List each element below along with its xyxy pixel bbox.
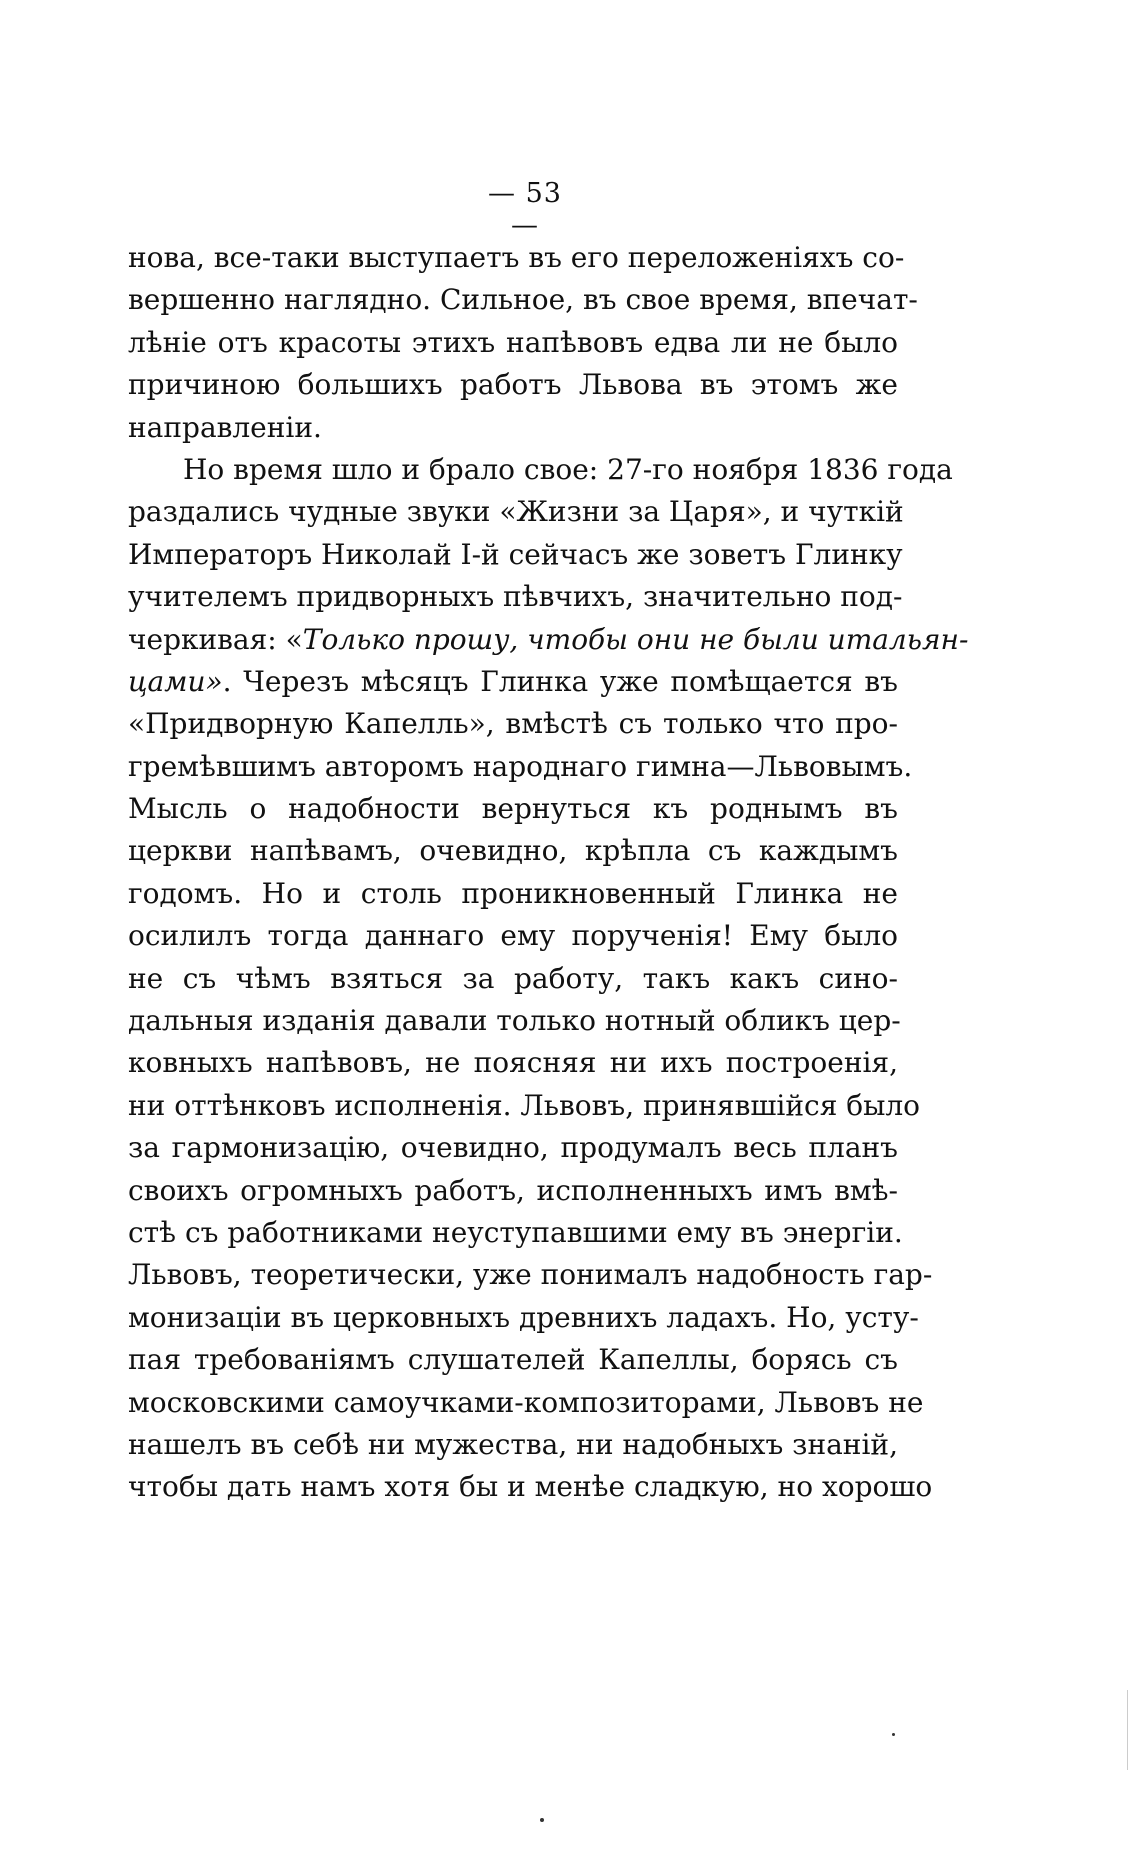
text-line: стѣ съ работниками неуступавшими ему въ энергіи. <box>128 1215 903 1249</box>
text-line: Львовъ, теоретически, уже понималъ надобность гар- <box>128 1258 933 1292</box>
text-line: Мысль о надобности вернуться къ роднымъ въ <box>128 792 898 826</box>
text-line: гремѣвшимъ авторомъ народнаго гимна—Львовымъ. <box>128 749 913 783</box>
text-line: своихъ огромныхъ работъ, исполненныхъ имъ вмѣ- <box>128 1173 898 1207</box>
text-line: Но время шло и брало свое: 27-го ноября 1836 года <box>183 452 953 486</box>
text-line: вершенно наглядно. Сильное, въ свое время, впечат- <box>128 283 918 317</box>
text-line: Императоръ Николай I-й сейчасъ же зоветъ Глинку <box>128 537 903 571</box>
text-line: нашелъ въ себѣ ни мужества, ни надобныхъ знаній, <box>128 1427 898 1461</box>
text-line: дальныя изданія давали только нотный обликъ цер- <box>128 1004 901 1038</box>
text-line-with-quote <box>128 619 969 661</box>
text-fragment: . Черезъ мѣсяцъ Глинка уже помѣщается въ <box>222 664 898 698</box>
text-line: лѣніе отъ красоты этихъ напѣвовъ едва ли не было <box>128 325 898 359</box>
body-text <box>128 237 969 1509</box>
text-line: ни оттѣнковъ исполненія. Львовъ, принявшійся было <box>128 1088 921 1122</box>
text-line: ковныхъ напѣвовъ, не поясняя ни ихъ построенія, <box>128 1046 898 1080</box>
text-line: нова, все-таки выступаетъ въ его переложеніяхъ со- <box>128 241 905 274</box>
text-line: пая требованіямъ слушателей Капеллы, борясь съ <box>128 1343 898 1377</box>
text-line: за гармонизацію, очевидно, продумалъ весь планъ <box>128 1131 898 1165</box>
scan-edge-mark <box>1127 1690 1128 1770</box>
text-line: годомъ. Но и столь проникновенный Глинка не <box>128 876 898 910</box>
text-line: монизаціи въ церковныхъ древнихъ ладахъ. Но, усту- <box>128 1300 919 1334</box>
text-line: причиною большихъ работъ Львова въ этомъ же <box>128 368 898 402</box>
ink-speck <box>540 1818 544 1822</box>
text-line: раздались чудные звуки «Жизни за Царя», и чуткій <box>128 495 904 529</box>
paragraph-2 <box>128 449 969 1509</box>
paragraph-1 <box>128 237 918 449</box>
text-line-with-quote <box>128 661 898 703</box>
text-line: осилилъ тогда даннаго ему порученія! Ему было <box>128 919 898 953</box>
text-line: «Придворную Капелль», вмѣстѣ съ только что про- <box>128 707 898 741</box>
italic-quote: цами» <box>128 664 223 698</box>
italic-quote: Только прошу, чтобы они не были итальян- <box>302 622 969 656</box>
text-line: московскими самоучками-композиторами, Львовъ не <box>128 1385 924 1419</box>
page-number: — 53 — <box>488 178 562 241</box>
text-line: направленіи. <box>128 410 322 444</box>
text-line: церкви напѣвамъ, очевидно, крѣпла съ каждымъ <box>128 834 898 868</box>
text-line: учителемъ придворныхъ пѣвчихъ, значительно под- <box>128 580 903 614</box>
text-line: не съ чѣмъ взяться за работу, такъ какъ сино- <box>128 961 898 995</box>
text-line: чтобы дать намъ хотя бы и менѣе сладкую, но хорошо <box>128 1470 933 1504</box>
text-fragment: черкивая: « <box>128 622 303 656</box>
ink-speck <box>892 1733 895 1736</box>
